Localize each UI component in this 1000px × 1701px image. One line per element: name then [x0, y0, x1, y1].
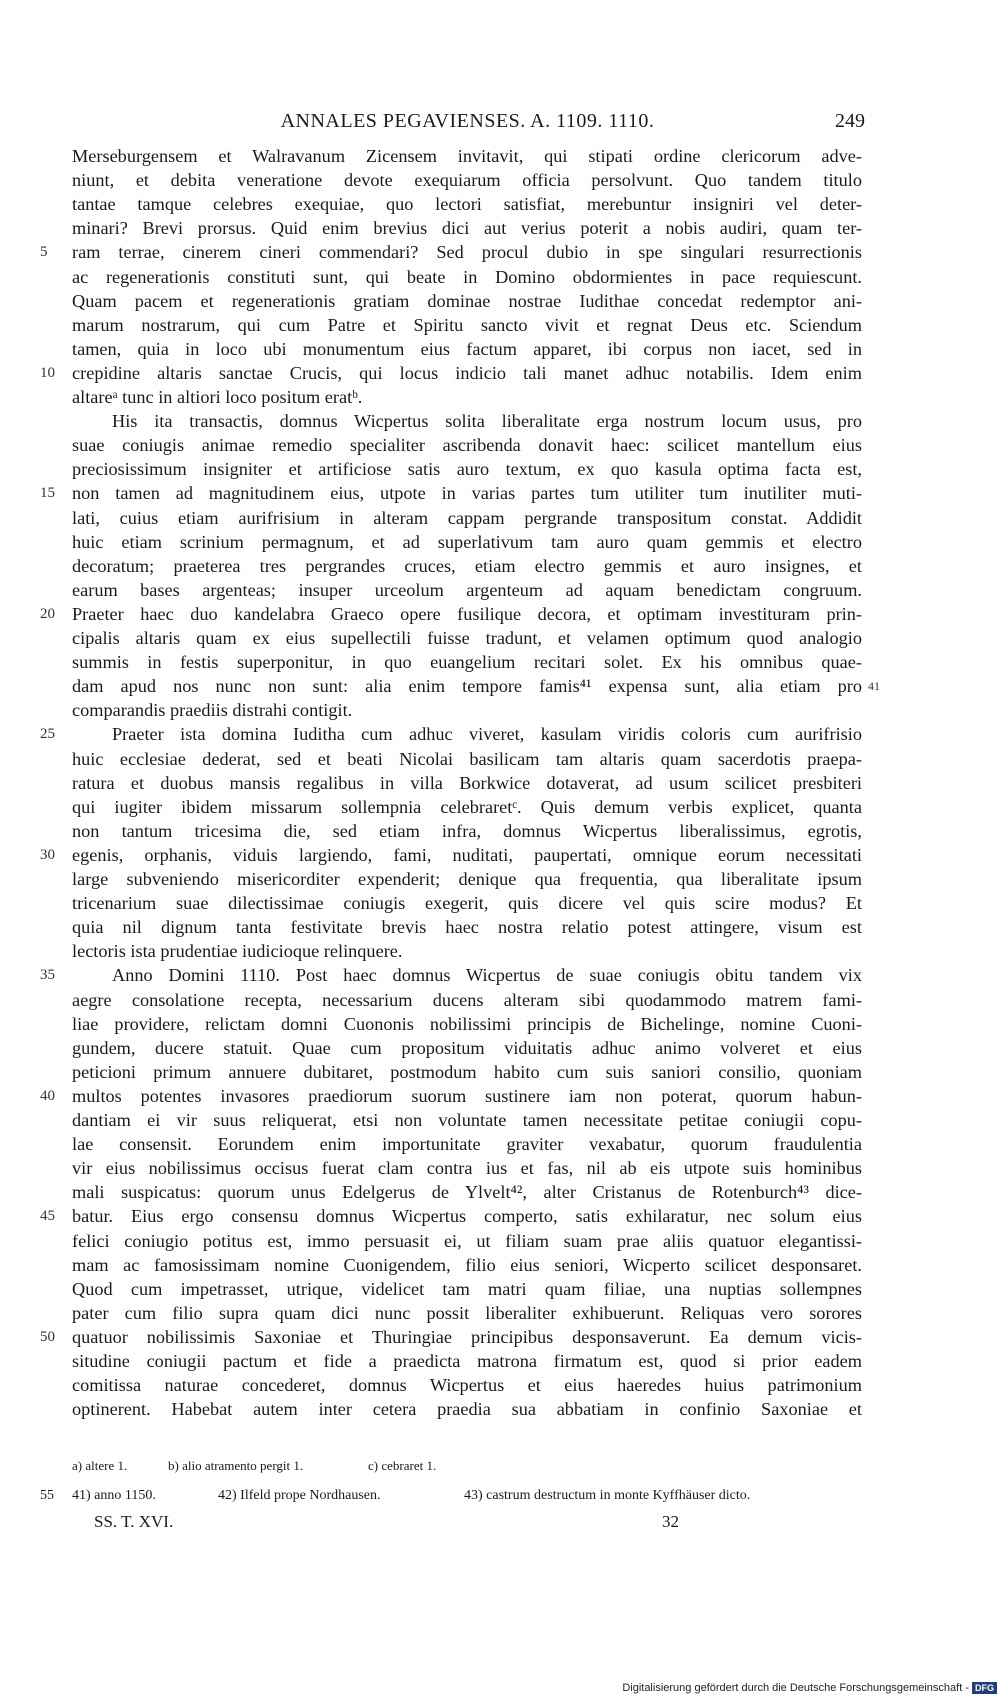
margin-note-number: 41 — [868, 679, 880, 693]
text-line: optinerent. Habebat autem inter cetera praedia sua abbatiam in confinio Saxoniae et — [72, 1399, 862, 1419]
text-line: cipalis altaris quam ex eius supellectili fuisse tradunt, et velamen optimum quod analogio — [72, 628, 862, 648]
line-number: 5 — [40, 244, 48, 260]
text-line: Quam pacem et regenerationis gratiam dominae nostrae Iudithae concedat redemptor ani- — [72, 291, 862, 311]
text-line: Merseburgensem et Walravanum Zicensem invitavit, qui stipati ordine clericorum adve- — [72, 146, 862, 166]
text-line: non tamen ad magnitudinem eius, utpote in varias partes tum utiliter tum inutiliter muti- — [72, 483, 862, 503]
credit-text: Digitalisierung gefördert durch die Deutsche Forschungsgemeinschaft - — [622, 1682, 969, 1694]
line-number: 50 — [40, 1329, 55, 1345]
text-line: ratura et duobus mansis regalibus in villa Borkwice dotaverat, ad usum scilicet presbiteri — [72, 773, 862, 793]
footnote-43: 43) castrum destructum in monte Kyffhäuser dicto. — [464, 1488, 751, 1503]
text-line: tamen, quia in loco ubi monumentum eius factum apparet, ibi corpus non iacet, sed in — [72, 339, 862, 359]
line-number: 20 — [40, 606, 55, 622]
text-line: situdine coniugii pactum et fide a praedicta matrona firmatum est, quod si prior eadem — [72, 1351, 862, 1371]
text-line: marum nostrarum, qui cum Patre et Spiritu sancto vivit et regnat Deus etc. Sciendum — [72, 315, 862, 335]
numbered-footnotes — [72, 1488, 862, 1508]
line-number: 45 — [40, 1208, 55, 1224]
text-line: suae coniugis animae remedio specialiter ascribenda donavit haec: scilicet mantellum eius — [72, 435, 862, 455]
page-number: 249 — [835, 110, 865, 132]
sheet-signature: 32 — [662, 1512, 679, 1531]
text-line: dantiam ei vir suus reliquerat, etsi non voluntate tamen necessitate petitae coniugii copu- — [72, 1110, 862, 1130]
volume-signature: SS. T. XVI. — [94, 1512, 174, 1531]
text-line: Praeter haec duo kandelabra Graeco opere fusilique decora, et optimam investituram prin- — [72, 604, 862, 624]
text-line: dam apud nos nunc non sunt: alia enim tempore famis⁴¹ expensa sunt, alia etiam pro — [72, 676, 862, 696]
footnote-42: 42) Ilfeld prope Nordhausen. — [218, 1488, 381, 1503]
text-line: huic ecclesiae dederat, sed et beati Nicolai basilicam tam altaris quam sacerdotis praepa- — [72, 749, 862, 769]
text-line: His ita transactis, domnus Wicpertus solita liberalitate erga nostrum locum usus, pro — [112, 411, 862, 431]
text-line: liae providere, relictam domni Cuononis nobilissimi principis de Bichelinge, nomine Cuoni- — [72, 1014, 862, 1034]
line-number: 25 — [40, 726, 55, 742]
text-line: mam ac famosissimam nomine Cuonigendem, filio eius seniori, Wicperto scilicet desponsaret. — [72, 1255, 862, 1275]
dfg-logo-icon: DFG — [972, 1682, 997, 1694]
text-line: earum bases argenteas; insuper urceolum argenteum ad aquam benedictam congruum. — [72, 580, 862, 600]
line-number: 30 — [40, 847, 55, 863]
text-line: mali suspicatus: quorum unus Edelgerus de Ylvelt⁴², alter Cristanus de Rotenburch⁴³ dice- — [72, 1182, 862, 1202]
text-line: quia nil dignum tanta festivitate brevis haec nostra relatio potest attingere, visum est — [72, 917, 862, 937]
running-title: ANNALES PEGAVIENSES. A. 1109. 1110. — [280, 110, 655, 132]
text-line: egenis, orphanis, viduis largiendo, fami, nuditati, paupertati, omnique eorum necessitati — [72, 845, 862, 865]
text-line: quatuor nobilissimis Saxoniae et Thuringiae principibus desponsaverunt. Ea demum vicis- — [72, 1327, 862, 1347]
text-line: aegre consolatione recepta, necessarium ducens alteram sibi quodammodo matrem fami- — [72, 990, 862, 1010]
text-line: crepidine altaris sanctae Crucis, qui locus indicio tali manet adhuc notabilis. Idem enim — [72, 363, 862, 383]
text-line: gundem, ducere statuit. Quae cum propositum viduitatis adhuc animo volveret et eius — [72, 1038, 862, 1058]
footnote-41: 41) anno 1150. — [72, 1488, 156, 1503]
text-line: huic etiam scrinium permagnum, et ad superlativum tam auro quam gemmis et electro — [72, 532, 862, 552]
text-line: lectoris ista prudentiae iudicioque relinquere. — [72, 941, 403, 961]
text-line: comitissa naturae concederet, domnus Wicpertus et eius haeredes huius patrimonium — [72, 1375, 862, 1395]
apparatus-footnotes — [72, 1458, 862, 1478]
text-line: tricenarium suae dilectissimae coniugis exegerit, quis dicere vel quis scire modus? Et — [72, 893, 862, 913]
digitization-credit — [577, 1682, 997, 1698]
text-line: peticioni primum annuere dubitaret, postmodum habito cum suis saniori consilio, quoniam — [72, 1062, 862, 1082]
line-number: 40 — [40, 1088, 55, 1104]
text-line: decoratum; praeterea tres pergrandes cruces, etiam electro gemmis et auro insignes, et — [72, 556, 862, 576]
running-header — [70, 110, 865, 140]
footnote-c: c) cebraret 1. — [368, 1458, 437, 1473]
text-line: ram terrae, cinerem cineri commendari? Sed procul dubio in spe singulari resurrectionis — [72, 242, 862, 262]
text-line: pater cum filio supra quam dici nunc possit liberaliter exhibuerunt. Reliquas vero sorores — [72, 1303, 862, 1323]
footnote-line-number: 55 — [40, 1488, 54, 1503]
footnote-b: b) alio atramento pergit 1. — [168, 1458, 304, 1473]
text-line: multos potentes invasores praediorum suorum sustinere iam non poterat, quorum habun- — [72, 1086, 862, 1106]
text-line: non tantum tricesima die, sed etiam infra, domnus Wicpertus liberalissimus, egrotis, — [72, 821, 862, 841]
text-line: summis in festis superponitur, in quo euangelium recitari solet. Ex his omnibus quae- — [72, 652, 862, 672]
text-line: lati, cuius etiam aurifrisium in alteram cappam pergrande transpositum constat. Addidit — [72, 508, 862, 528]
text-line: Anno Domini 1110. Post haec domnus Wicpertus de suae coniugis obitu tandem vix — [112, 965, 862, 985]
text-line: vir eius nobilissimus occisus fuerat clam contra ius et fas, nil ab eis utpote suis hominibus — [72, 1158, 862, 1178]
line-number: 10 — [40, 365, 55, 381]
text-line: batur. Eius ergo consensu domnus Wicpertus comperto, satis exhilaratur, nec solum eius — [72, 1206, 862, 1226]
text-line: lae consensit. Eorundem enim importunitate graviter vexabatur, quorum fraudulentia — [72, 1134, 862, 1154]
footnote-a: a) altere 1. — [72, 1458, 128, 1473]
line-number: 35 — [40, 967, 55, 983]
text-line: comparandis praediis distrahi contigit. — [72, 700, 353, 720]
text-line: Praeter ista domina Iuditha cum adhuc viveret, kasulam viridis coloris cum aurifrisio — [112, 724, 862, 744]
text-line: ac regenerationis constituti sunt, qui beate in Domino obdormientes in pace requiescunt. — [72, 267, 862, 287]
text-line: minari? Brevi prorsus. Quid enim brevius dici aut verius poterit a nobis audiri, quam ter- — [72, 218, 862, 238]
text-line: preciosissimum insigniter et artificiose satis auro textum, ex quo kasula optima facta est, — [72, 459, 862, 479]
text-line: felici coniugio potitus est, immo persuasit ei, ut filiam suam prae aliis quatuor elegantissi- — [72, 1231, 862, 1251]
text-line: altareᵃ tunc in altiori loco positum eratᵇ. — [72, 387, 363, 407]
text-line: large subveniendo misericorditer expenderit; denique qua frequentia, qua liberalitate ipsum — [72, 869, 862, 889]
text-line: niunt, et debita veneratione devote exequiarum officia persolvunt. Quo tandem titulo — [72, 170, 862, 190]
text-line: tantae tamque celebres exequiae, quo lectori satisfiat, merebuntur insigniri vel deter- — [72, 194, 862, 214]
text-line: Quod cum impetrasset, utrique, videlicet tam matri quam filiae, una nuptias sollempnes — [72, 1279, 862, 1299]
line-number: 15 — [40, 485, 55, 501]
text-line: qui iugiter ibidem missarum sollempnia celebraretᶜ. Quis demum verbis explicet, quanta — [72, 797, 862, 817]
